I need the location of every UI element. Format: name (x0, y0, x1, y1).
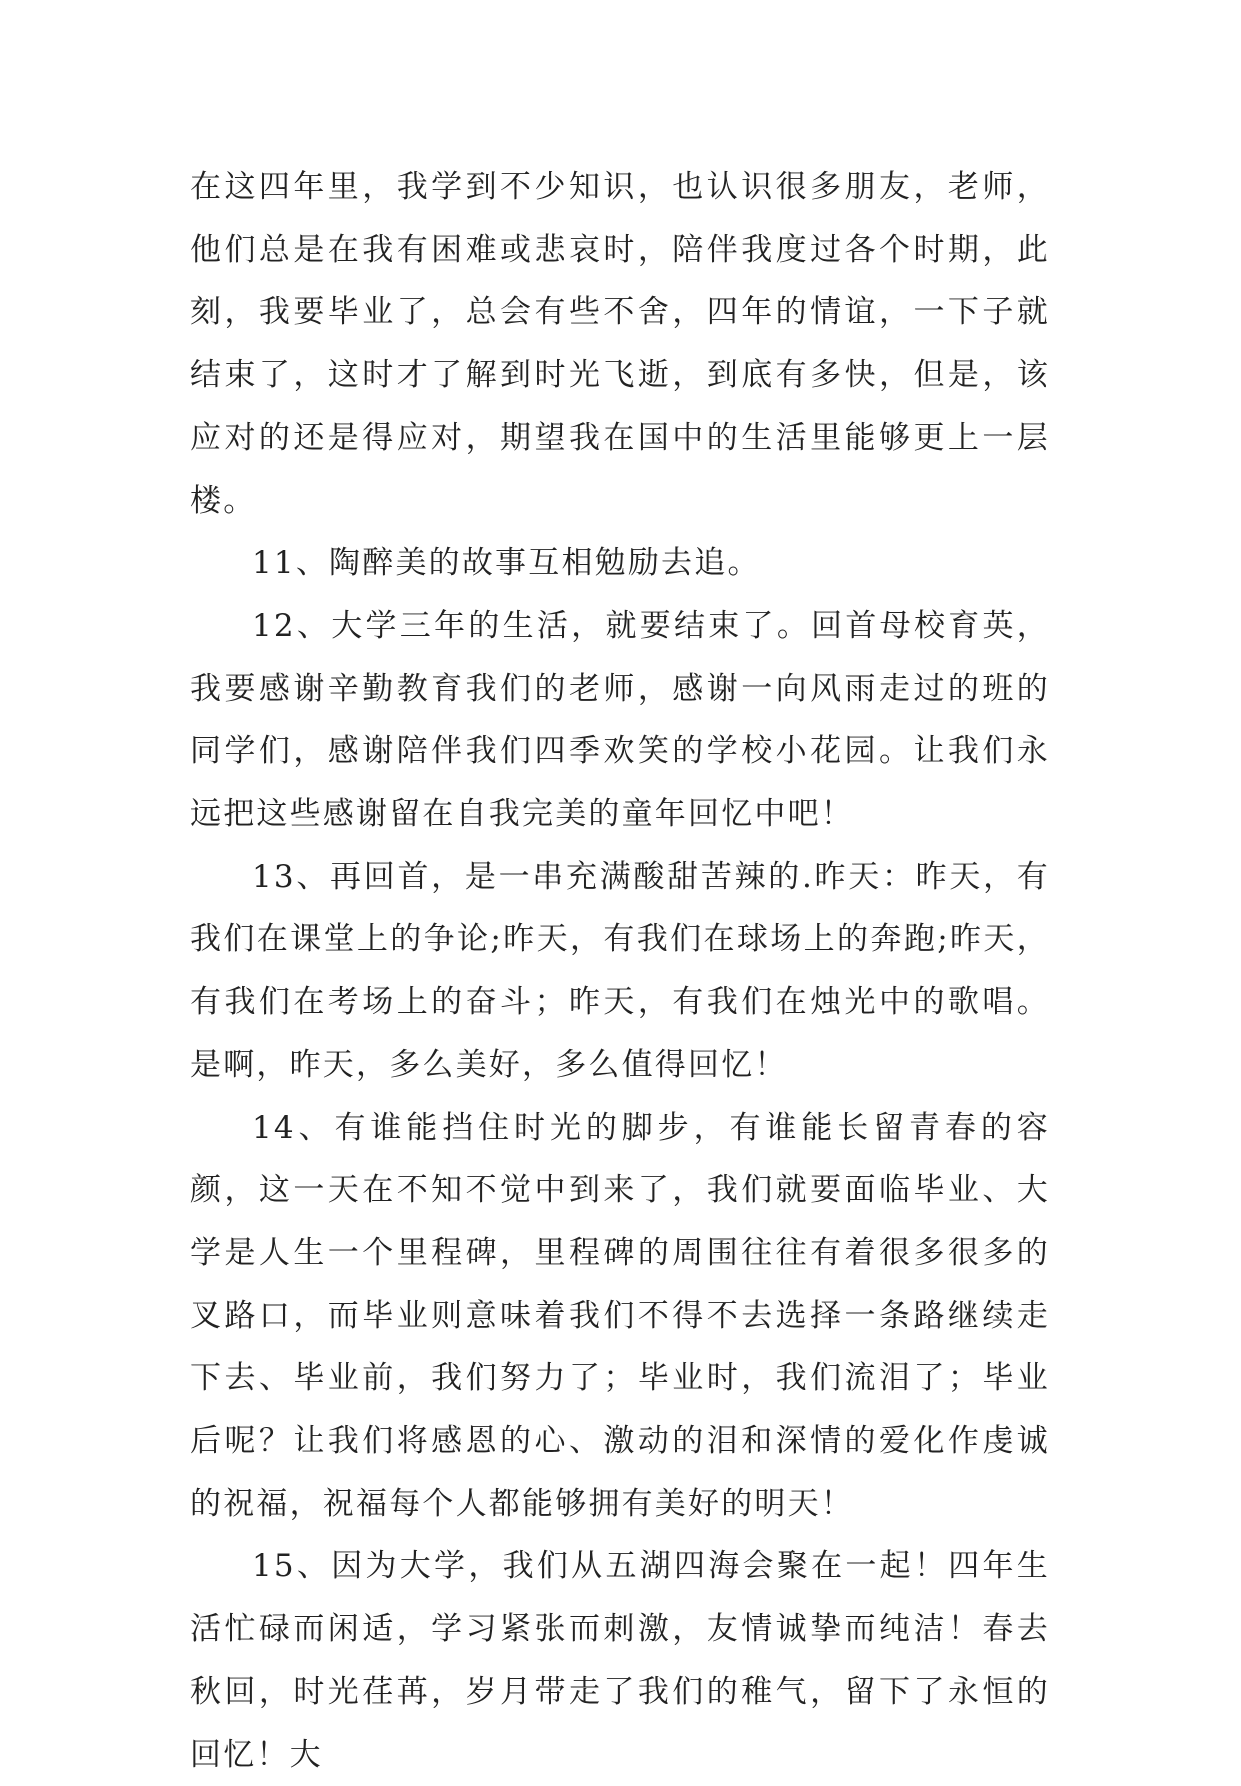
paragraph-14: 14、有谁能挡住时光的脚步，有谁能长留青春的容颜，这一天在不知不觉中到来了，我们就要面临毕业、大学是人生一个里程碑，里程碑的周围往往有着很多很多的叉路口，而毕业则意味着我们不得不去选择一条路继续走下去、毕业前，我们努力了；毕业时，我们流泪了；毕业后呢？让我们将感恩的心、激动的泪和深情的爱化作虔诚的祝福，祝福每个人都能够拥有美好的明天！ (190, 1109, 1050, 1522)
paragraph-intro: 在这四年里，我学到不少知识，也认识很多朋友，老师，他们总是在我有困难或悲哀时，陪伴我度过各个时期，此刻，我要毕业了，总会有些不舍，四年的情谊，一下子就结束了，这时才了解到时光飞逝，到底有多快，但是，该应对的还是得应对，期望我在国中的生活里能够更上一层楼。 (190, 169, 1050, 519)
paragraph-13: 13、再回首，是一串充满酸甜苦辣的.昨天：昨天，有我们在课堂上的争论;昨天，有我们在球场上的奔跑;昨天，有我们在考场上的奋斗；昨天，有我们在烛光中的歌唱。是啊，昨天，多么美好，多么值得回忆！ (190, 858, 1050, 1083)
paragraph-11: 11、陶醉美的故事互相勉励去追。 (252, 545, 761, 582)
paragraph-15: 15、因为大学，我们从五湖四海会聚在一起！四年生活忙碌而闲适，学习紧张而刺激，友情诚挚而纯洁！春去秋回，时光荏苒，岁月带走了我们的稚气，留下了永恒的回忆！大 (190, 1548, 1050, 1773)
document-body (190, 156, 1050, 1786)
paragraph-12: 12、大学三年的生活，就要结束了。回首母校育英，我要感谢辛勤教育我们的老师，感谢一向风雨走过的班的同学们，感谢陪伴我们四季欢笑的学校小花园。让我们永远把这些感谢留在自我完美的童年回忆中吧！ (190, 607, 1050, 833)
